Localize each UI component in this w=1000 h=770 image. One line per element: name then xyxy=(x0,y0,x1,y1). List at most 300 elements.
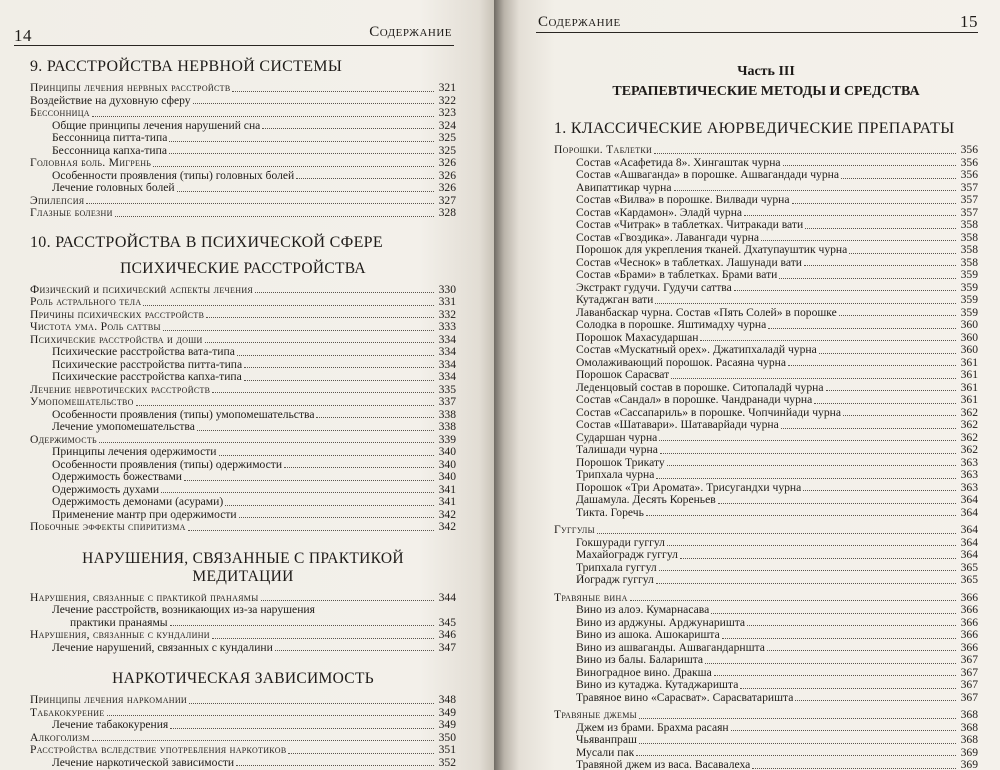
toc-page-number: 334 xyxy=(438,345,456,358)
toc-page-number: 365 xyxy=(960,573,978,586)
toc-entry xyxy=(30,195,456,208)
toc-page-number: 332 xyxy=(438,307,456,321)
toc-entry-text: Лечение головных болей xyxy=(52,182,175,194)
chapter-title: 10. РАССТРОЙСТВА В ПСИХИЧЕСКОЙ СФЕРЕ xyxy=(30,233,383,251)
toc-page-number: 348 xyxy=(438,693,456,706)
leader-dots xyxy=(841,178,956,179)
toc-entry xyxy=(554,507,978,520)
toc-entry xyxy=(554,494,978,507)
toc-entry xyxy=(554,382,978,395)
toc-page-number: 323 xyxy=(438,106,456,119)
toc-entry-text: Бессонница капха-типа xyxy=(52,144,167,157)
toc-entry-text: Дашамула. Десять Кореньев xyxy=(576,494,716,506)
toc-page-number: 368 xyxy=(960,733,978,746)
toc-page-number: 333 xyxy=(438,320,456,333)
subsection-title: ПСИХИЧЕСКИЕ РАССТРОЙСТВА xyxy=(120,259,366,277)
toc-page-number: 358 xyxy=(960,255,978,269)
toc-page-number: 363 xyxy=(960,480,978,494)
leader-dots xyxy=(237,355,434,356)
toc-page-number: 325 xyxy=(438,143,456,157)
toc-page-number: 321 xyxy=(438,81,456,94)
toc-entry xyxy=(554,537,978,550)
toc-page-number: 341 xyxy=(438,482,456,496)
toc-entry xyxy=(554,282,978,295)
toc-entry-text: Алкоголизм xyxy=(30,731,90,744)
leader-dots xyxy=(115,216,434,217)
leader-dots xyxy=(674,190,956,191)
toc-page-number: 362 xyxy=(960,430,978,444)
leader-dots xyxy=(795,700,956,701)
toc-entry xyxy=(30,284,456,297)
toc-entry-text: Экстракт гудучи. Гудучи саттва xyxy=(576,281,732,294)
toc-entry-text: Тикта. Горечь xyxy=(576,506,644,519)
toc-entry xyxy=(30,434,456,447)
toc-page-number: 368 xyxy=(960,720,978,734)
leader-dots xyxy=(779,278,956,279)
leader-dots xyxy=(659,570,956,571)
toc-entry-text: Расстройства вследствие употребления наркотиков xyxy=(30,744,287,756)
toc-entry xyxy=(554,419,978,432)
toc-page-number: 342 xyxy=(438,507,456,521)
toc-page-number: 361 xyxy=(960,393,978,406)
toc-entry xyxy=(554,617,978,630)
leader-dots xyxy=(143,305,434,306)
leader-dots xyxy=(814,403,956,404)
leader-dots xyxy=(667,465,956,466)
toc-entry-text: Общие принципы лечения нарушений сна xyxy=(52,119,261,132)
toc-page-number: 340 xyxy=(438,457,456,471)
toc-entry-text: Принципы лечения наркомании xyxy=(30,694,188,706)
toc-entry xyxy=(30,207,456,220)
toc-entry xyxy=(30,396,456,409)
leader-dots xyxy=(839,315,956,316)
leader-dots xyxy=(783,165,956,166)
toc-entry xyxy=(554,332,978,345)
toc-entry xyxy=(554,562,978,575)
toc-page-number: 366 xyxy=(960,628,978,641)
toc-entry-text: Табакокурение xyxy=(30,706,105,719)
toc-page-number: 368 xyxy=(960,708,978,721)
toc-entry xyxy=(30,459,456,472)
toc-entry-text: Нарушения, связанные с практикой пранаямы xyxy=(30,591,259,604)
toc-entry xyxy=(30,309,456,322)
leader-dots xyxy=(761,240,956,241)
toc-entry-text: Лаванбаскар чурна. Состав «Пять Солей» в порошке xyxy=(576,306,837,319)
leader-dots xyxy=(184,480,434,481)
toc-page-number: 364 xyxy=(960,505,978,519)
spacer xyxy=(30,654,456,662)
leader-dots xyxy=(169,153,434,154)
leader-dots xyxy=(262,128,434,129)
leader-dots xyxy=(288,753,434,754)
toc-page-number: 356 xyxy=(960,143,978,156)
leader-dots xyxy=(660,453,956,454)
leader-dots xyxy=(803,490,956,491)
toc-entry-text: Особенности проявления (типы) головных болей xyxy=(52,169,295,182)
toc-entry-text: Вино из арджуны. Арджунариштa xyxy=(576,616,746,629)
leader-dots xyxy=(284,467,434,468)
leader-dots xyxy=(212,638,434,639)
toc-page-number: 341 xyxy=(438,495,456,508)
chapter-title: 9. РАССТРОЙСТВА НЕРВНОЙ СИСТЕМЫ xyxy=(30,58,343,75)
toc-page-number: 359 xyxy=(960,293,978,306)
toc-entry xyxy=(554,269,978,282)
toc-page-number: 342 xyxy=(438,520,456,533)
leader-dots xyxy=(193,103,434,104)
toc-entry xyxy=(30,157,456,170)
toc-entry-text: Состав «Сассапариль» в порошке. Чопчинйади чурна xyxy=(576,406,841,419)
toc-entry-text: Состав «Вилва» в порошке. Вилвади чурна xyxy=(576,194,790,206)
leader-dots xyxy=(244,367,434,368)
toc-page-number: 339 xyxy=(438,432,456,446)
toc-entry-text: Вино из ашваганды. Ашвагандарншта xyxy=(576,641,765,654)
leader-dots xyxy=(767,650,956,651)
leader-dots xyxy=(654,153,956,154)
leader-dots xyxy=(244,380,434,381)
toc-entry-text: практики пранаямы xyxy=(70,616,168,629)
toc-page-number: 362 xyxy=(960,443,978,456)
toc-entry xyxy=(30,132,456,145)
leader-dots xyxy=(99,442,434,443)
toc-entry xyxy=(554,257,978,270)
leader-dots xyxy=(92,116,434,117)
toc-entry-line xyxy=(30,604,456,617)
toc-entry xyxy=(554,319,978,332)
toc-entry-text: Психические расстройства и доши xyxy=(30,333,203,346)
leader-dots xyxy=(163,330,434,331)
toc-entry-text: Состав «Чеснок» в таблетках. Лашунади вати xyxy=(576,256,802,269)
toc-entry xyxy=(30,384,456,397)
leader-dots xyxy=(206,317,434,318)
toc-entry-text: Психические расстройства вата-типа xyxy=(52,346,235,358)
leader-dots xyxy=(153,166,434,167)
toc-entry-text: Талишади чурна xyxy=(576,444,658,456)
toc-entry xyxy=(30,707,456,720)
toc-entry xyxy=(30,346,456,359)
toc-entry-text: Психические расстройства капха-типа xyxy=(52,371,242,383)
toc-page-number: 367 xyxy=(960,678,978,691)
toc-entry xyxy=(554,469,978,482)
toc-entry-text: Порошок «Три Аромата». Трисугандхи чурна xyxy=(576,481,802,494)
running-head-right: Содержание xyxy=(538,14,621,30)
leader-dots xyxy=(718,503,956,504)
toc-page-number: 364 xyxy=(960,493,978,506)
toc-entry xyxy=(30,521,456,534)
toc-page-number: 364 xyxy=(960,535,978,549)
leader-dots xyxy=(740,688,956,689)
header-rule-left xyxy=(14,45,454,46)
leader-dots xyxy=(788,365,956,366)
leader-dots xyxy=(655,303,956,304)
leader-dots xyxy=(225,505,434,506)
page-number-right: 15 xyxy=(960,12,978,31)
toc-entry xyxy=(554,232,978,245)
toc-entry-text: Вино из алоэ. Кумарнасава xyxy=(576,604,710,616)
toc-page-number: 322 xyxy=(438,93,456,107)
toc-entry xyxy=(554,679,978,692)
leader-dots xyxy=(646,515,956,516)
toc-page-number: 337 xyxy=(438,395,456,408)
toc-entry-text: Психические расстройства питта-типа xyxy=(52,358,243,371)
toc-entry xyxy=(30,182,456,195)
leader-dots xyxy=(239,517,434,518)
toc-entry-text: Роль астрального тела xyxy=(30,296,142,308)
toc-entry-text: Лечение умопомешательства xyxy=(52,421,195,433)
leader-dots xyxy=(700,340,956,341)
spacer xyxy=(30,220,456,234)
toc-page-number: 338 xyxy=(438,407,456,421)
toc-entry-text: Трипхала гуггул xyxy=(576,561,657,574)
toc-entry xyxy=(30,471,456,484)
leader-dots xyxy=(792,203,956,204)
toc-entry-text: Состав «Шатавари». Шатаварйади чурна xyxy=(576,419,779,431)
subsection-title: НАРКОТИЧЕСКАЯ ЗАВИСИМОСТЬ xyxy=(112,670,374,687)
toc-entry xyxy=(30,120,456,133)
toc-page-number: 363 xyxy=(960,455,978,469)
toc-entry xyxy=(554,709,978,722)
toc-entry-text: Леденцовый состав в порошке. Ситопаладй чурна xyxy=(576,381,824,394)
toc-entry-text: Сударшан чурна xyxy=(576,431,658,444)
toc-entry xyxy=(554,654,978,667)
leader-dots xyxy=(236,765,434,766)
toc-page-number: 357 xyxy=(960,193,978,206)
toc-entry-text: Состав «Кардамон». Эладй чурна xyxy=(576,206,743,219)
toc-entry xyxy=(30,496,456,509)
toc-entry-text: Чьяванпраш xyxy=(576,734,637,746)
toc-entry xyxy=(554,629,978,642)
toc-entry xyxy=(554,574,978,587)
leader-dots xyxy=(667,545,956,546)
toc-entry-text: Состав «Ашваганда» в порошке. Ашвагандади чурна xyxy=(576,169,839,181)
toc-entry xyxy=(554,604,978,617)
toc-entry xyxy=(554,244,978,257)
toc-entry-text: Махайоградж гуггул xyxy=(576,549,678,561)
toc-entry xyxy=(554,734,978,747)
leader-dots xyxy=(169,141,434,142)
toc-entry-text: Вино из балы. Балариштa xyxy=(576,654,704,666)
toc-entry-text: Эпилепсия xyxy=(30,194,85,207)
toc-entry xyxy=(554,722,978,735)
toc-entry xyxy=(554,369,978,382)
leader-dots xyxy=(92,740,434,741)
toc-entry xyxy=(554,207,978,220)
toc-entry-text: Гуггулы xyxy=(554,524,595,536)
leader-dots xyxy=(197,430,434,431)
toc-entry-text: Состав «Мускатный орех». Джатипхаладй чурна xyxy=(576,344,817,356)
leader-dots xyxy=(804,265,956,266)
toc-entry xyxy=(30,732,456,745)
toc-page-number: 358 xyxy=(960,218,978,231)
toc-entry-text: Гокшуради гуггул xyxy=(576,536,665,549)
toc-page-number: 349 xyxy=(438,705,456,719)
toc-page-number: 366 xyxy=(960,640,978,654)
toc-entry-text: Одержимость демонами (асурами) xyxy=(52,496,224,508)
toc-page-number: 359 xyxy=(960,305,978,319)
toc-entry-text: Состав «Читрак» в таблетках. Читракади вати xyxy=(576,219,804,231)
toc-page-number: 330 xyxy=(438,282,456,296)
toc-entry-text: Одержимость духами xyxy=(52,483,160,496)
toc-entry-text: Особенности проявления (типы) одержимости xyxy=(52,458,283,471)
toc-entry xyxy=(30,82,456,95)
toc-entry-text: Умопомешательство xyxy=(30,396,134,408)
leader-dots xyxy=(597,533,956,534)
toc-entry xyxy=(30,95,456,108)
toc-entry xyxy=(554,759,978,770)
toc-entry xyxy=(30,744,456,757)
leader-dots xyxy=(107,715,434,716)
toc-entry-text: Бессонница питта-типа xyxy=(52,132,168,144)
leader-dots xyxy=(630,600,956,601)
toc-page-number: 334 xyxy=(438,357,456,371)
leader-dots xyxy=(671,378,956,379)
toc-page-number: 367 xyxy=(960,690,978,704)
toc-page-number: 327 xyxy=(438,193,456,207)
leader-dots xyxy=(734,290,956,291)
toc-entry-text: Порошок для укрепления тканей. Дхатупауштик чурна xyxy=(576,244,848,256)
toc-entry xyxy=(554,747,978,760)
toc-page-number: 356 xyxy=(960,168,978,181)
leader-dots xyxy=(659,440,956,441)
toc-entry xyxy=(30,509,456,522)
toc-page-number: 359 xyxy=(960,280,978,294)
toc-page-number: 358 xyxy=(960,243,978,256)
toc-page-number: 349 xyxy=(438,718,456,731)
toc-entry xyxy=(30,642,456,655)
toc-entry xyxy=(30,145,456,158)
toc-entry xyxy=(554,457,978,470)
running-head-left: Содержание xyxy=(369,24,452,40)
toc-page-number: 362 xyxy=(960,418,978,431)
toc-entry xyxy=(554,344,978,357)
toc-entry-text: Особенности проявления (типы) умопомешательства xyxy=(52,408,315,421)
toc-page-number: 346 xyxy=(438,628,456,641)
leader-dots xyxy=(177,191,434,192)
leader-dots xyxy=(639,718,956,719)
toc-entry xyxy=(30,694,456,707)
toc-entry-text: Джем из брами. Брахма расаян xyxy=(576,721,729,734)
toc-page-number: 350 xyxy=(438,730,456,744)
toc-entry-text: Физический и психический аспекты лечения xyxy=(30,283,254,296)
toc-entry xyxy=(554,157,978,170)
toc-entry xyxy=(554,294,978,307)
toc-entry-text: Побочные эффекты спиритизма xyxy=(30,521,186,533)
toc-entry xyxy=(554,407,978,420)
toc-page-number: 366 xyxy=(960,590,978,604)
toc-page-number: 362 xyxy=(960,405,978,419)
part-label: Часть III xyxy=(737,64,795,79)
toc-page-number: 358 xyxy=(960,230,978,244)
leader-dots xyxy=(639,743,956,744)
toc-entry xyxy=(30,359,456,372)
toc-page-number: 326 xyxy=(438,168,456,182)
toc-entry-text: Причины психических расстройств xyxy=(30,308,205,321)
toc-right xyxy=(554,64,978,770)
toc-entry xyxy=(30,446,456,459)
toc-page-number: 369 xyxy=(960,758,978,770)
toc-page-number: 344 xyxy=(438,590,456,604)
toc-page-number: 326 xyxy=(438,181,456,194)
toc-entry xyxy=(30,107,456,120)
leader-dots xyxy=(275,650,434,651)
toc-entries xyxy=(554,144,978,770)
toc-page-number: 367 xyxy=(960,665,978,679)
toc-page-number: 324 xyxy=(438,118,456,132)
toc-page-number: 345 xyxy=(438,615,456,629)
toc-entry-text: Трипхала чурна xyxy=(576,469,655,481)
toc-entry xyxy=(30,296,456,309)
leader-dots xyxy=(714,675,956,676)
toc-entry xyxy=(554,394,978,407)
toc-page-number: 357 xyxy=(960,180,978,194)
toc-entry-text: Травяное вино «Сарасват». Сарасватаришта xyxy=(576,691,794,704)
leader-dots xyxy=(136,405,434,406)
toc-entry xyxy=(30,334,456,347)
toc-page-number: 351 xyxy=(438,743,456,756)
leader-dots xyxy=(705,663,956,664)
toc-page-number: 357 xyxy=(960,205,978,219)
toc-entry-text: Нарушения, связанные с кундалини xyxy=(30,629,210,641)
toc-page-number: 361 xyxy=(960,380,978,394)
toc-page-number: 334 xyxy=(438,370,456,383)
toc-page-number: 325 xyxy=(438,131,456,144)
toc-entry-text: Лечение табакокурения xyxy=(52,719,169,731)
leader-dots xyxy=(752,768,956,769)
toc-entry-text: Лечение невротических расстройств xyxy=(30,383,211,396)
toc-entry xyxy=(554,444,978,457)
toc-entry-text: Воздействие на духовную сферу xyxy=(30,94,191,107)
toc-entry-text: Вино из кутаджа. Кутаджаришта xyxy=(576,679,739,691)
toc-entry xyxy=(554,549,978,562)
toc-left xyxy=(30,58,456,769)
toc-page-number: 367 xyxy=(960,653,978,666)
toc-page-number: 366 xyxy=(960,615,978,629)
leader-dots xyxy=(219,455,435,456)
toc-entry xyxy=(554,692,978,705)
leader-dots xyxy=(768,328,956,329)
toc-entry xyxy=(30,321,456,334)
toc-page-number: 347 xyxy=(438,640,456,654)
leader-dots xyxy=(722,638,956,639)
toc-page-number: 359 xyxy=(960,268,978,281)
toc-page-number: 364 xyxy=(960,548,978,561)
spacer xyxy=(30,534,456,542)
toc-page-number: 335 xyxy=(438,382,456,396)
toc-entry-text: Применение мантр при одержимости xyxy=(52,508,237,521)
leader-dots xyxy=(232,91,434,92)
toc-entry xyxy=(554,182,978,195)
toc-entry-text: Лечение наркотической зависимости xyxy=(52,756,235,769)
leader-dots xyxy=(656,478,956,479)
toc-entry xyxy=(30,371,456,384)
toc-entry xyxy=(554,219,978,232)
toc-entry xyxy=(554,642,978,655)
leader-dots xyxy=(656,583,956,584)
toc-entry xyxy=(554,169,978,182)
toc-page-number: 366 xyxy=(960,603,978,616)
toc-entry-text: Солодка в порошке. Яштимадху чурна xyxy=(576,319,767,331)
toc-entry xyxy=(554,524,978,537)
toc-entry-text: Авипаттикар чурна xyxy=(576,181,672,194)
leader-dots xyxy=(296,178,434,179)
toc-entry-text: Состав «Брами» в таблетках. Брами вати xyxy=(576,269,778,281)
toc-entry-text: Виноградное вино. Дракша xyxy=(576,666,712,679)
toc-entry xyxy=(30,719,456,732)
toc-page-number: 328 xyxy=(438,206,456,219)
toc-entry-text: Состав «Асафетида 8». Хингаштак чурна xyxy=(576,156,781,169)
toc-entry xyxy=(554,144,978,157)
right-page xyxy=(494,0,1000,770)
leader-dots xyxy=(170,625,434,626)
